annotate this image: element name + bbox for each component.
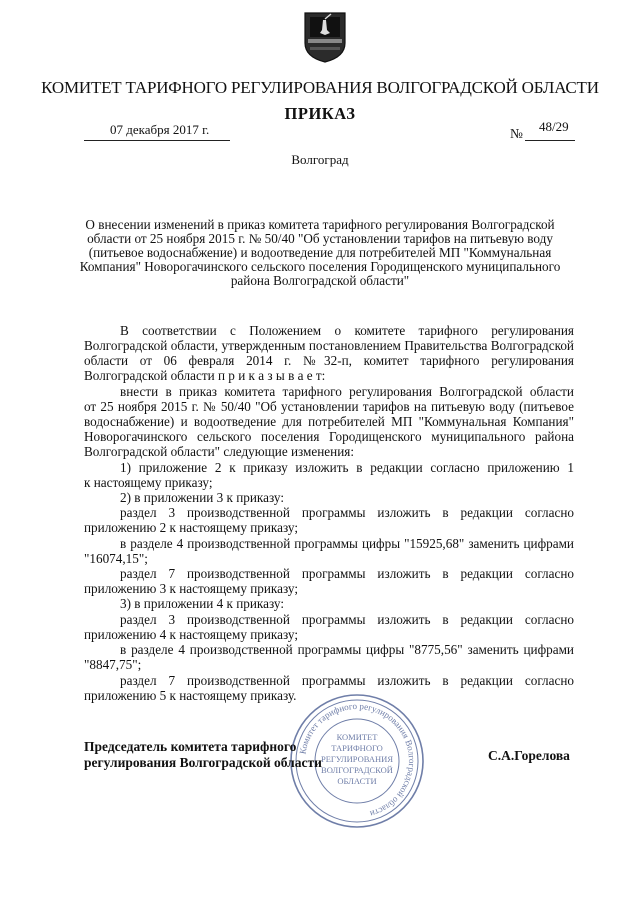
volgograd-emblem-icon [302,10,348,64]
city: Волгоград [291,152,349,167]
svg-text:Комитет тарифного регулировани: Комитет тарифного регулирования Волгоградской области [297,700,418,820]
body-line: приложению 3 к настоящему приказу; [84,581,298,596]
svg-text:ВОЛГОГРАДСКОЙ: ВОЛГОГРАДСКОЙ [321,765,393,775]
signatory-title: регулирования Волгоградской области [84,755,322,770]
subject-line: О внесении изменений в приказ комитета тарифного регулирования Волгоградской [85,217,555,232]
body-line: в разделе 4 производственной программы цифры "15925,68" заменить цифрами [120,536,574,551]
body-line: к настоящему приказу; [84,475,213,490]
svg-text:КОМИТЕТ: КОМИТЕТ [336,732,378,742]
body-line: водоснабжение) и водоотведение для потребителей МП "Коммунальная Компания" [84,414,574,429]
body-line: области от 06 февраля 2014 г. №32-п, комитет тарифного регулирования [84,353,574,368]
body-line: "8847,75"; [84,657,142,672]
body-line: "16074,15"; [84,551,148,566]
body-line: Волгоградской области, утвержденным постановлением Правительства Волгоградской [84,338,574,353]
svg-text:ТАРИФНОГО: ТАРИФНОГО [331,743,383,753]
subject-line: района Волгоградской области" [230,273,410,288]
body-line: 3) в приложении 4 к приказу: [120,596,284,611]
signatory-title: Председатель комитета тарифного [84,739,297,754]
body-line: раздел 7 производственной программы изложить в редакции согласно [120,566,574,581]
document-date: 07 декабря 2017 г. [110,122,210,137]
body-line: Волгоградской области" следующие изменения: [84,444,355,459]
subject-line: Компания" Новорогачинского сельского поселения Городищенского муниципального [79,259,561,274]
svg-text:ОБЛАСТИ: ОБЛАСТИ [337,776,377,786]
body-line: 1) приложение 2 к приказу изложить в редакции согласно приложению 1 [120,460,574,475]
date-underline [84,140,230,141]
number-underline [525,140,575,141]
committee-name: КОМИТЕТ ТАРИФНОГО РЕГУЛИРОВАНИЯ ВОЛГОГРАДСКОЙ ОБЛАСТИ [41,78,599,97]
body-line: внести в приказ комитета тарифного регулирования Волгоградской области [120,384,574,399]
body-line: Новорогачинского сельского поселения Городищенского муниципального района [84,429,574,444]
body-line: приложению 4 к настоящему приказу; [84,627,298,642]
body-line: Волгоградской области п р и к а з ы в а е т: [84,368,326,383]
body-line: приложению 2 к настоящему приказу; [84,520,298,535]
body-line: 2) в приложении 3 к приказу: [120,490,284,505]
body-line: В соответствии с Положением о комитете тарифного регулирования [120,323,574,338]
subject-line: (питьевое водоснабжение) и водоотведение для потребителей МП "Коммунальная [88,245,552,260]
body-line: приложению 5 к настоящему приказу. [84,688,297,703]
signatory-name: С.А.Горелова [488,748,570,763]
body-line: раздел 3 производственной программы изложить в редакции согласно [120,612,574,627]
body-line: раздел 3 производственной программы изложить в редакции согласно [120,505,574,520]
body-line: в разделе 4 производственной программы цифры "8775,56" заменить цифрами [120,642,574,657]
subject-line: области от 25 ноября 2015 г. № 50/40 "Об установлении тарифов на питьевую воду [87,231,553,246]
number-sign: № [510,126,523,141]
svg-text:РЕГУЛИРОВАНИЯ: РЕГУЛИРОВАНИЯ [321,754,393,764]
document-number: 48/29 [539,119,569,134]
body-line: от 25 ноября 2015 г. № 50/40 "Об установлении тарифов на питьевую воду (питьевое [84,399,574,414]
document-type: ПРИКАЗ [284,104,356,123]
body-line: раздел 7 производственной программы изложить в редакции согласно [120,673,574,688]
